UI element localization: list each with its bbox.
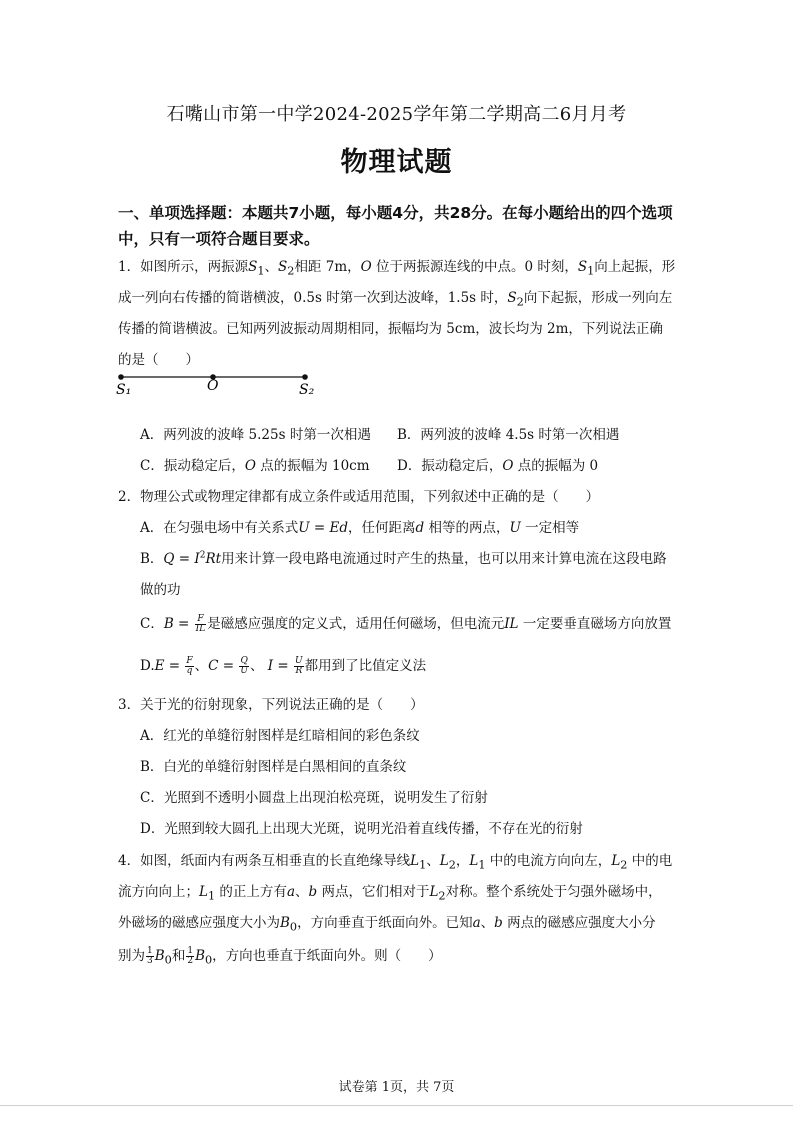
label-s2: S₂ [299, 382, 315, 398]
page-footer: 试卷第 1页，共 7页 [338, 1080, 455, 1095]
q2-option-b[interactable]: B．$Q = I^2Rt$用来计算一段电路电流通过时产生的热量，也可以用来计算电流在这段电路 [140, 550, 667, 567]
q2-stem: 2．物理公式或物理定律都有成立条件或适用范围，下列叙述中正确的是（ ） [118, 489, 600, 505]
q1-line-1: 1．如图所示，两振源$S_1$、$S_2$相距 7m，O 位于两振源连线的中点。0 时刻，$S_1$向上起振，形 [118, 259, 676, 278]
q1-figure [112, 368, 322, 402]
q3-option-d[interactable]: D．光照到较大圆孔上出现大光斑，说明光沿着直线传播，不存在光的衍射 [140, 821, 583, 837]
fraction-f-over-il: $\frac{F}{IL}$ [195, 614, 206, 634]
q4-line-2: 流方向向上；$L_1$ 的正上方有a、b 两点，它们相对于$L_2$对称。整个系统处于匀强外磁场中， [118, 884, 662, 903]
q4-line-1: 4．如图，纸面内有两条互相垂直的长直绝缘导线$L_1$、$L_2$，$L_1$ 中的电流方向向左，$L_2$ 中的电 [118, 853, 673, 872]
q1-line-2: 成一列向右传播的简谐横波，0.5s 时第一次到达波峰，1.5s 时，$S_2$向下起振，形成一列向左 [118, 290, 673, 309]
q1-line-4: 的是（ ） [118, 352, 199, 368]
q4-line-3: 外磁场的磁感应强度大小为$B_0$，方向垂直于纸面向外。已知a、b 两点的磁感应强度大小分 [118, 915, 656, 934]
source-s2-point [302, 374, 308, 380]
q3-stem: 3．关于光的衍射现象，下列说法正确的是（ ） [118, 697, 424, 713]
q2-option-d[interactable]: D.E = $\frac{F}{q}$ 、C = $\frac{Q}{U}$ 、 I = $\frac{U}{R}$ 都用到了比值定义法 [140, 656, 427, 676]
school-title: 石嘴山市第一中学2024-2025学年第二学期高二6月月考 [166, 104, 627, 125]
fraction-u-over-r: $\frac{U}{R}$ [295, 656, 303, 676]
fraction-q-over-u: $\frac{Q}{U}$ [240, 656, 248, 676]
q3-option-b[interactable]: B．白光的单缝衍射图样是白黑相间的直条纹 [140, 759, 407, 775]
q2-option-a[interactable]: A．在匀强电场中有关系式U = Ed，任何距离d 相等的两点，U 一定相等 [140, 520, 580, 536]
label-o: O [207, 378, 219, 394]
footer-divider [0, 1105, 793, 1106]
q1-option-b[interactable]: B．两列波的波峰 4.5s 时第一次相遇 [397, 427, 620, 443]
q1-line-3: 传播的简谐横波。已知两列波振动周期相同，振幅均为 5cm，波长均为 2m，下列说法正确 [118, 321, 663, 337]
q1-option-c[interactable]: C．振动稳定后，O 点的振幅为 10cm [140, 458, 370, 474]
q2-option-b-cont: 做的功 [140, 582, 181, 598]
fraction-f-over-q: $\frac{F}{q}$ [186, 656, 193, 676]
source-s1-point [118, 374, 124, 380]
subject-title: 物理试题 [340, 147, 453, 178]
q2-option-c[interactable]: C．B = $\frac{F}{IL}$ 是磁感应强度的定义式，适用任何磁场，但电流元IL 一定要垂直磁场方向放置 [140, 614, 672, 634]
q3-option-c[interactable]: C．光照到不透明小圆盘上出现泊松亮斑，说明发生了衍射 [140, 790, 488, 806]
fraction-one-third: $\frac{1}{3}$ [147, 946, 153, 966]
q1-option-d[interactable]: D．振动稳定后，O 点的振幅为 0 [397, 458, 599, 474]
q3-option-a[interactable]: A．红光的单缝衍射图样是红暗相间的彩色条纹 [140, 728, 420, 744]
q4-line-4: 别为 $\frac{1}{3}$ $B_0$和 $\frac{1}{2}$ $B_0$，方向也垂直于纸面向外。则（ ） [118, 946, 442, 967]
section-heading: 一、单项选择题：本题共7小题，每小题4分，共28分。在每小题给出的四个选项中，只有一项符合题目要求。 [118, 204, 673, 248]
fraction-one-half: $\frac{1}{2}$ [187, 946, 194, 966]
label-s1: S₁ [116, 382, 132, 398]
q1-option-a[interactable]: A．两列波的波峰 5.25s 时第一次相遇 [140, 427, 371, 443]
